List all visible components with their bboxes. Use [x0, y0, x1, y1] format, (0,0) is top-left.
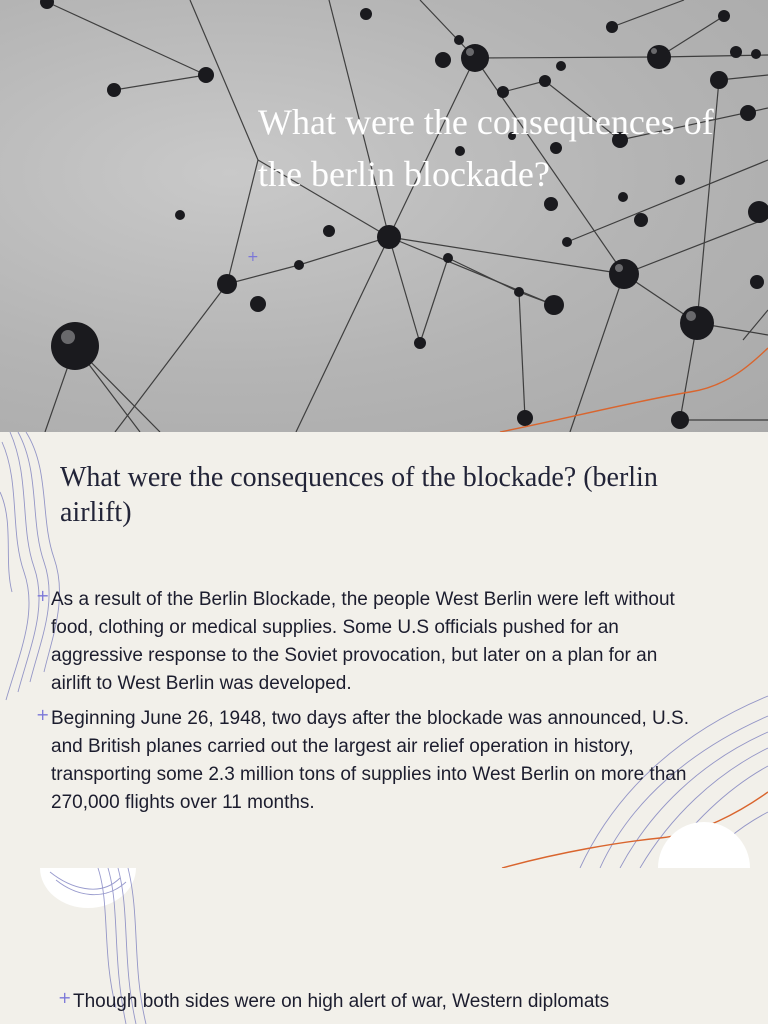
bullet-item [36, 586, 696, 698]
bullet-text: As a result of the Berlin Blockade, the people West Berlin were left without food, clothing or medical supplies. Some U.S officials pushed for an aggressive response to the Soviet provocation, but later on a plan for an airlift to West Berlin was developed. [51, 589, 675, 694]
slide-1-title [0, 0, 768, 432]
plus-bullet-icon: + [36, 586, 50, 605]
network-background-image [0, 0, 768, 432]
slide-2-content [0, 432, 768, 868]
slide-2-bullet-list [36, 586, 696, 824]
plus-bullet-icon: + [36, 705, 50, 724]
bullet-text: Beginning June 26, 1948, two days after the blockade was announced, U.S. and British planes carried out the largest air relief operation in history, transporting some 2.3 million tons of supplies into West Berlin on more than 270,000 flights over 11 months. [51, 708, 689, 813]
plus-bullet-icon: + [58, 988, 72, 1007]
slide-3-content [0, 868, 768, 1024]
bullet-item [36, 705, 696, 817]
slide-2-title: What were the consequences of the blockade? (berlin airlift) [60, 462, 658, 528]
slide-3-bullet-list [58, 988, 758, 1016]
bullet-text: Though both sides were on high alert of war, Western diplomats [73, 991, 610, 1012]
slide-1-title-text: What were the consequences of the berlin blockade? [258, 102, 714, 194]
bullet-item [58, 988, 758, 1016]
plus-decoration-icon: + [247, 249, 259, 265]
